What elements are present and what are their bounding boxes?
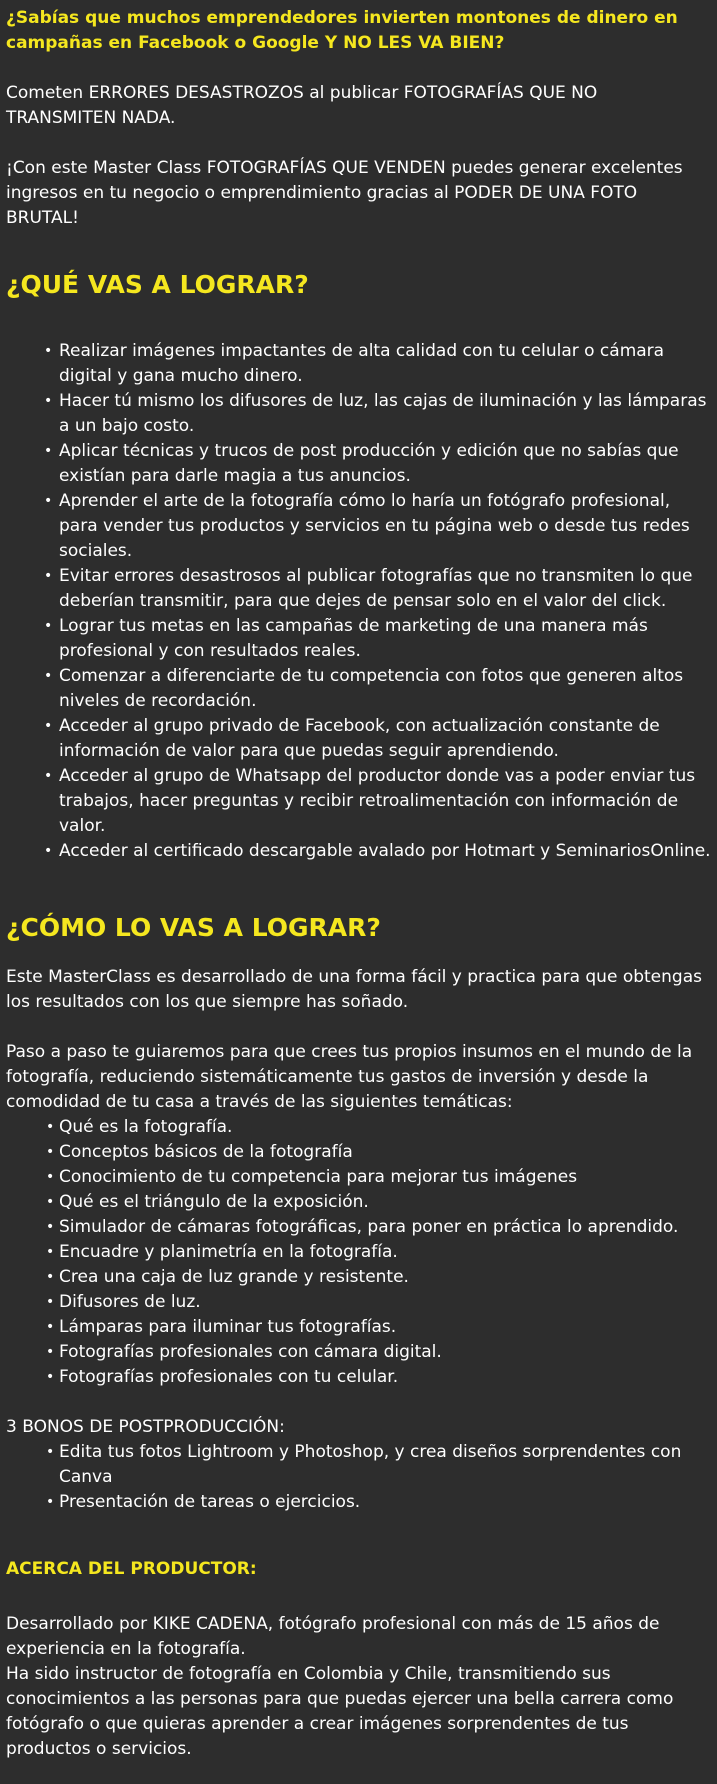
list-item: • Aplicar técnicas y trucos de post producción y edición que no sabías que existían para darle magia a tus anuncios.: [6, 439, 712, 489]
list-item: • Acceder al certificado descargable avalado por Hotmart y SeminariosOnline.: [6, 839, 712, 864]
section-heading-como: ¿CÓMO LO VAS A LOGRAR?: [6, 913, 381, 942]
como-paragraph-1: Este MasterClass es desarrollado de una forma fácil y practica para que obtengas los resultados con los que siempre has soñado.: [6, 967, 702, 1012]
benefits-list: [6, 339, 712, 864]
list-item: • Conceptos básicos de la fotografía: [6, 1140, 712, 1165]
list-item: • Fotografías profesionales con cámara digital.: [6, 1340, 712, 1365]
list-item: • Evitar errores desastrosos al publicar fotografías que no transmiten lo que deberían transmitir, para que dejes de pensar solo en el valor del click.: [6, 564, 712, 614]
list-item: • Crea una caja de luz grande y resistente.: [6, 1265, 712, 1290]
list-item: • Conocimiento de tu competencia para mejorar tus imágenes: [6, 1165, 712, 1190]
list-item: • Aprender el arte de la fotografía cómo lo haría un fotógrafo profesional, para vender tus productos y servicios en tu página web o desde tus redes sociales.: [6, 489, 712, 564]
bonus-list: [6, 1440, 712, 1515]
section-heading-lograr: ¿QUÉ VAS A LOGRAR?: [6, 270, 309, 299]
list-item: • Lámparas para iluminar tus fotografías.: [6, 1315, 712, 1340]
list-item: • Edita tus fotos Lightroom y Photoshop, y crea diseños sorprendentes con Canva: [6, 1440, 712, 1490]
list-item: • Presentación de tareas o ejercicios.: [6, 1490, 712, 1515]
intro-title: ¿Sabías que muchos emprendedores invierten montones de dinero en campañas en Facebook o Google Y NO LES VA BIEN?: [6, 8, 678, 53]
list-item: • Encuadre y planimetría en la fotografía.: [6, 1240, 712, 1265]
list-item: • Acceder al grupo privado de Facebook, con actualización constante de información de valor para que puedas seguir aprendiendo.: [6, 714, 712, 764]
list-item: • Lograr tus metas en las campañas de marketing de una manera más profesional y con resultados reales.: [6, 614, 712, 664]
list-item: • Hacer tú mismo los difusores de luz, las cajas de iluminación y las lámparas a un bajo costo.: [6, 389, 712, 439]
list-item: • Acceder al grupo de Whatsapp del productor donde vas a poder enviar tus trabajos, hacer preguntas y recibir retroalimentación con información de valor.: [6, 764, 712, 839]
topics-list: [6, 1115, 712, 1390]
list-item: • Simulador de cámaras fotográficas, para poner en práctica lo aprendido.: [6, 1215, 712, 1240]
list-item: • Comenzar a diferenciarte de tu competencia con fotos que generen altos niveles de recordación.: [6, 664, 712, 714]
bonus-title: 3 BONOS DE POSTPRODUCCIÓN:: [6, 1417, 285, 1437]
productor-paragraph-2: Ha sido instructor de fotografía en Colombia y Chile, transmitiendo sus conocimientos a las personas para que puedas ejercer una bella carrera como fotógrafo o que quieras aprender a crear imágenes sorprendentes de tus productos o servicios.: [6, 1664, 674, 1759]
list-item: • Difusores de luz.: [6, 1290, 712, 1315]
section-heading-productor: ACERCA DEL PRODUCTOR:: [6, 1559, 257, 1579]
como-paragraph-2: Paso a paso te guiaremos para que crees tus propios insumos en el mundo de la fotografía, reduciendo sistemáticamente tus gastos de inversión y desde la comodidad de tu casa a través de las siguientes temáticas:: [6, 1042, 693, 1112]
productor-paragraph-1: Desarrollado por KIKE CADENA, fotógrafo profesional con más de 15 años de experiencia en la fotografía.: [6, 1614, 660, 1659]
list-item: • Qué es el triángulo de la exposición.: [6, 1190, 712, 1215]
list-item: • Fotografías profesionales con tu celular.: [6, 1365, 712, 1390]
intro-paragraph-1: Cometen ERRORES DESASTROZOS al publicar FOTOGRAFÍAS QUE NO TRANSMITEN NADA.: [6, 83, 598, 128]
list-item: • Qué es la fotografía.: [6, 1115, 712, 1140]
list-item: • Realizar imágenes impactantes de alta calidad con tu celular o cámara digital y gana mucho dinero.: [6, 339, 712, 389]
intro-paragraph-2: ¡Con este Master Class FOTOGRAFÍAS QUE VENDEN puedes generar excelentes ingresos en tu negocio o emprendimiento gracias al PODER DE UNA FOTO BRUTAL!: [6, 158, 683, 228]
